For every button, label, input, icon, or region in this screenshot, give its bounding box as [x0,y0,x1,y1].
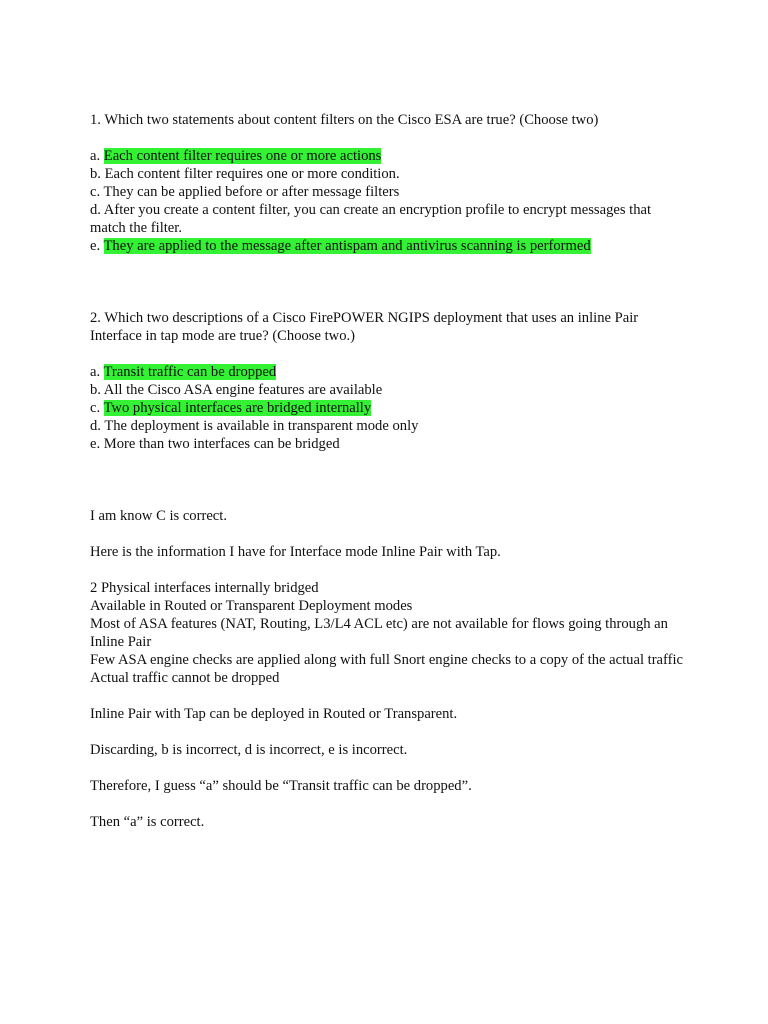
q1-option-b-prefix: b. [90,166,105,182]
q1-option-e-prefix: e. [90,238,104,254]
fact-5: Actual traffic cannot be dropped [90,670,280,686]
q1-option-a-prefix: a. [90,148,104,164]
q2-option-e [90,435,690,453]
q2-option-a-prefix: a. [90,364,104,380]
q2-option-d [90,417,690,435]
notes-intro: I am know C is correct. [90,508,227,524]
fact-3: Most of ASA features (NAT, Routing, L3/L4 ACL etc) are not available for flows going through an Inline Pair [90,616,668,650]
q2-option-a [90,363,690,381]
q2-option-b-prefix: b. [90,382,104,398]
q2-option-c [90,399,690,417]
q1-option-b [90,165,690,183]
q1-option-a-text: Each content filter requires one or more actions [103,148,382,164]
q1-option-d-text: After you create a content filter, you can create an encryption profile to encrypt messages that match the filter. [90,202,652,236]
q1-option-b-text: Each content filter requires one or more condition. [104,166,400,182]
notes-discard: Discarding, b is incorrect, d is incorrect, e is incorrect. [90,742,408,758]
q2-option-a-text: Transit traffic can be dropped [103,364,277,380]
q1-option-e [90,237,690,255]
q1-option-c-text: They can be applied before or after message filters [103,184,400,200]
question-2: 2. Which two descriptions of a Cisco FirePOWER NGIPS deployment that uses an inline Pair Interface in tap mode are true? (Choose two.) [90,310,639,344]
notes-info-heading: Here is the information I have for Interface mode Inline Pair with Tap. [90,544,501,560]
q1-option-a [90,147,690,165]
q2-option-b [90,381,690,399]
q1-option-d [90,201,690,237]
q1-option-d-prefix: d. [90,202,104,218]
q2-option-c-prefix: c. [90,400,104,416]
q2-option-c-text: Two physical interfaces are bridged internally [103,400,372,416]
q2-option-d-prefix: d. [90,418,105,434]
q2-option-d-text: The deployment is available in transparent mode only [104,418,419,434]
q2-option-b-text: All the Cisco ASA engine features are available [103,382,383,398]
fact-1: 2 Physical interfaces internally bridged [90,580,319,596]
question-1: 1. Which two statements about content filters on the Cisco ESA are true? (Choose two) [90,112,599,128]
q2-option-e-text: More than two interfaces can be bridged [103,436,340,452]
q2-option-e-prefix: e. [90,436,104,452]
q1-option-c-prefix: c. [90,184,104,200]
notes-guess: Therefore, I guess “a” should be “Transit traffic can be dropped”. [90,778,472,794]
fact-4: Few ASA engine checks are applied along with full Snort engine checks to a copy of the actual traffic [90,652,684,668]
fact-2: Available in Routed or Transparent Deployment modes [90,598,413,614]
document-page [90,111,690,831]
notes-deploy: Inline Pair with Tap can be deployed in Routed or Transparent. [90,706,458,722]
q1-option-e-text: They are applied to the message after antispam and antivirus scanning is performed [103,238,591,254]
q1-option-c [90,183,690,201]
notes-conclusion: Then “a” is correct. [90,814,205,830]
